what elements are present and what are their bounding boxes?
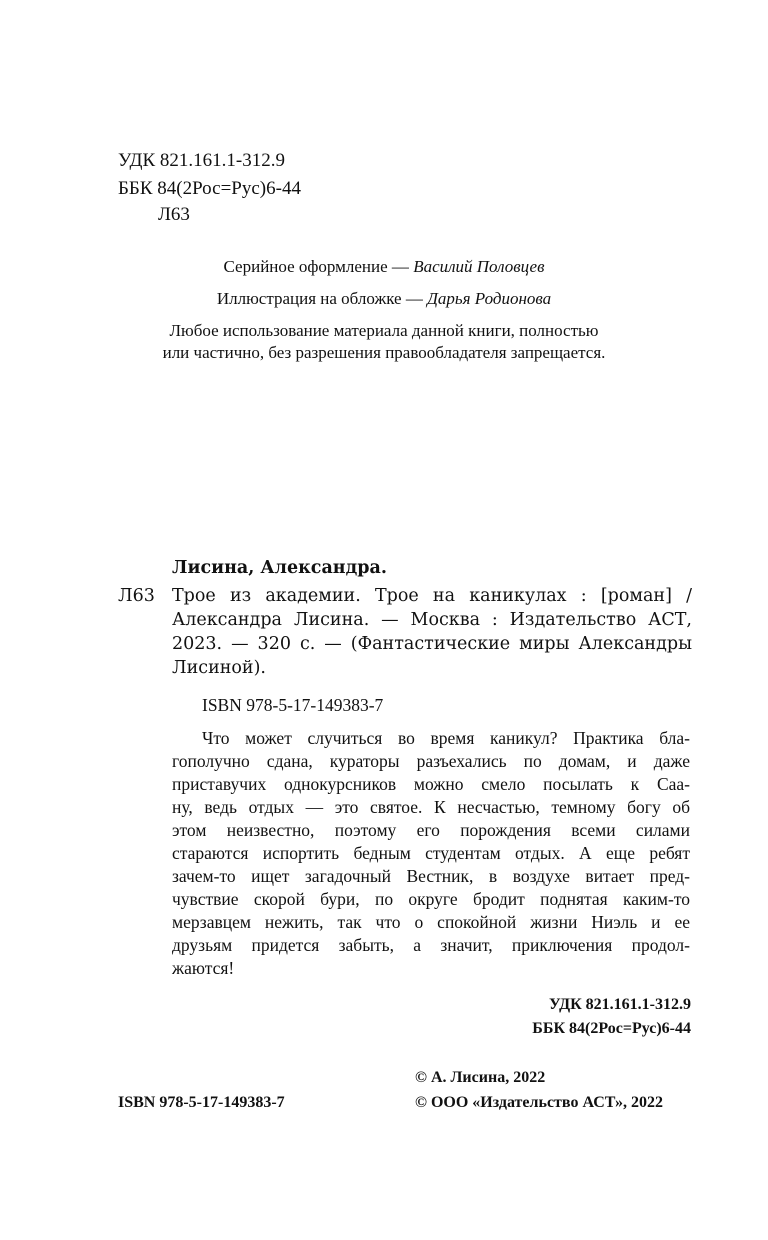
annotation-line: зачем-то ищет загадочный Вестник, в воздухе витает пред- [172, 866, 690, 886]
bib-author: Лисина, Александра. [172, 558, 387, 578]
credit-role: Серийное оформление — [223, 257, 409, 276]
bib-isbn: ISBN 978-5-17-149383-7 [202, 695, 384, 715]
bib-description-line: 2023. — 320 с. — (Фантастические миры Александры [172, 634, 692, 654]
bib-description-line: Лисиной). [172, 658, 266, 678]
annotation-line: этом неизвестно, поэтому его порождения всеми силами [172, 820, 690, 840]
annotation-line: чувствие скорой бури, по округе бродит поднятая каким-то [172, 889, 690, 909]
bbk-code: ББК 84(2Рос=Рус)6-44 [118, 178, 301, 199]
annotation-line: мерзавцем нежить, так что о спокойной жизни Ниэль и ее [172, 912, 690, 932]
annotation-line: приставучих однокурсников можно смело посылать к Саа- [172, 774, 690, 794]
copyright-notice-line: или частично, без разрешения правообладателя запрещается. [162, 343, 606, 362]
footer-isbn: ISBN 978-5-17-149383-7 [118, 1094, 285, 1111]
annotation-line: друзьям придется забыть, а значит, приключения продол- [172, 935, 690, 955]
credit-name: Дарья Родионова [427, 289, 552, 308]
credit-role: Иллюстрация на обложке — [216, 289, 423, 308]
annotation-line: гополучно сдана, кураторы разъехались по домам, и даже [172, 751, 690, 771]
copyright-notice-line: Любое использование материала данной книги, полностью [169, 321, 599, 340]
bottom-udk-code: УДК 821.161.1-312.9 [548, 996, 691, 1013]
author-mark: Л63 [158, 204, 190, 225]
annotation-line: ну, ведь отдых — это святое. К несчастью, темному богу об [172, 797, 690, 817]
bib-description-line: Александра Лисина. — Москва : Издательство АСТ, [172, 610, 692, 630]
annotation-line: стараются испортить бедным студентам отдых. А еще ребят [172, 843, 690, 863]
bib-author-mark: Л63 [118, 586, 155, 606]
credit-series-design [0, 257, 768, 277]
credit-name: Василий Половцев [413, 257, 545, 276]
credit-cover-illustration [0, 289, 768, 309]
bib-description-line: Трое из академии. Трое на каникулах : [роман] / [172, 586, 692, 606]
annotation-line: жаются! [172, 958, 235, 978]
udk-code: УДК 821.161.1-312.9 [118, 150, 285, 171]
copyright-author: © А. Лисина, 2022 [415, 1069, 546, 1086]
annotation-line: Что может случиться во время каникул? Практика бла- [202, 728, 690, 748]
copyright-publisher: © ООО «Издательство АСТ», 2022 [415, 1094, 664, 1111]
bottom-bbk-code: ББК 84(2Рос=Рус)6-44 [532, 1020, 691, 1037]
